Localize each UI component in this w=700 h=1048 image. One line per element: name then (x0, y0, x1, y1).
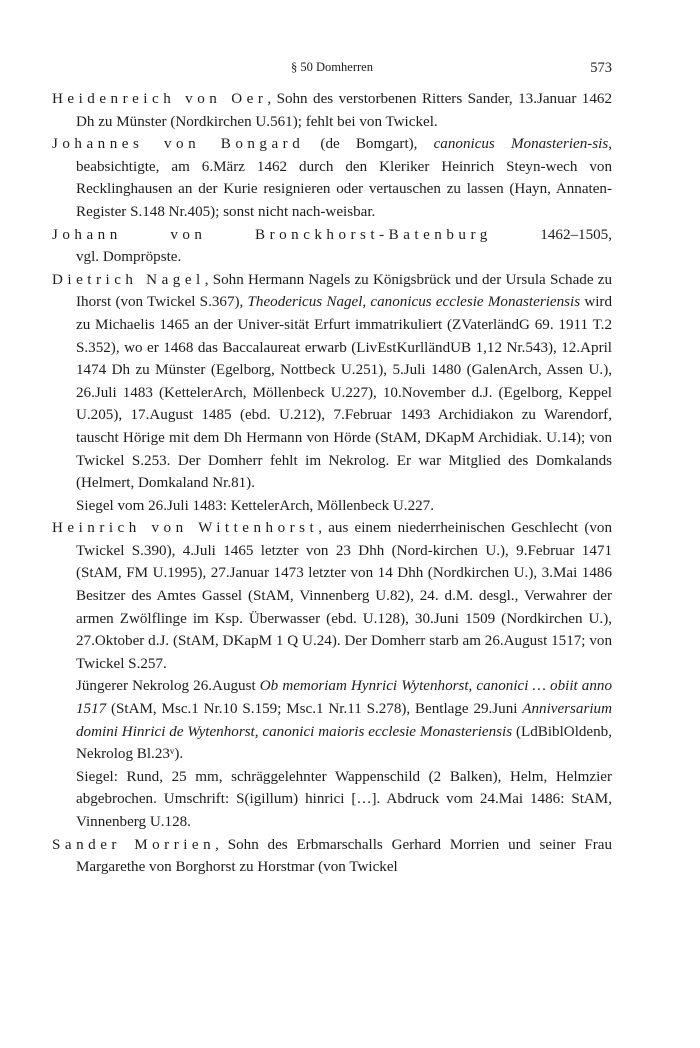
seal-note: Siegel: Rund, 25 mm, schräggelehnter Wappenschild (2 Balken), Helm, Helmzier abgebrochen. Umschrift: S(igillum) hinrici […]. Abdruck vom 24.Mai 1486: StAM, Vinnenberg U.128. (76, 768, 612, 830)
latin-quote: Anniversarium domini Hinrici de Wytenhorst, canonici maioris ecclesie Monasteriensis (76, 701, 612, 740)
latin-quote: Ob memoriam Hynrici Wytenhorst, canonici … obiit anno 1517 (76, 678, 612, 718)
seal-note: Siegel vom 26.Juli 1483: KettelerArch, Möllenbeck U.227. (76, 497, 434, 514)
entry-text: (LdBiblOldenb, Nekrolog Bl.23ᵛ). (76, 723, 612, 763)
person-name-part: Bronckhorst-Batenburg (255, 226, 492, 243)
entry-text: , Sohn Hermann Nagels zu Königsbrück und der Ursula Schade zu Ihorst (von Twickel S.367), (76, 271, 613, 311)
entry-text: Jüngerer Nekrolog 26.August (76, 678, 260, 695)
entry-text: (de Bomgart), (304, 136, 434, 153)
latin-quote: Theodericus Nagel, canonicus ecclesie Monasteriensis (247, 294, 581, 311)
entry-text: , aus einem niederrheinischen Geschlecht (von Twickel S.390), 4.Juli 1465 letzter von 23 Dhh (Nord-kirchen U.), 9.Februar 1471 (StAM, FM U.1995), 27.Januar 1473 letzter von 14 Dhh (Nordkirchen U.), 3.Mai 1486 Besitzer des Amtes Gassel (StAM, Vinnenberg U.82), 24. d.M. desgl., Verwahrer der armen Zwölflinge im Ksp. Überwasser (ebd. U.128), 30.Juni 1509 (Nordkirchen U.), 27.Oktober d.J. (StAM, DKapM 1 Q U.24). Der Domherr starb am 26.August 1517; von Twickel S.257. (76, 520, 612, 672)
entry-dates: 1462–1505, (540, 226, 612, 243)
section-title: § 50 Domherren (291, 60, 373, 74)
person-name: Heinrich von Wittenhorst (52, 520, 319, 537)
entry-johannes-von-bongard (52, 133, 612, 223)
entry-heinrich-von-wittenhorst (52, 517, 612, 675)
necrology-note (52, 675, 612, 765)
entry-sander-morrien (52, 834, 612, 879)
entry-text: , Sohn des Erbmarschalls Gerhard Morrien und seiner Frau Margarethe von Borghorst zu Horstmar (von Twickel (76, 836, 612, 876)
entry-dietrich-nagel (52, 269, 612, 495)
entry-text: wird zu Michaelis 1465 an der Univer-sität Erfurt immatrikuliert (ZVaterländG 69. 1911 T.2 S.352), wo er 1468 das Baccalaureat erwarb (LivEstKurlländUB 1,12 Nr.543), 12.April 1474 Dh zu Münster (Egelborg, Nottbeck U.251), 5.Juli 1480 (GalenArch, Assen U.), 26.Juli 1483 (KettelerArch, Möllenbeck U.227), 10.November d.J. (Egelborg, Keppel U.205), 17.August 1485 (ebd. U.212), 7.Februar 1493 Archidiakon zu Warendorf, tauscht Hörige mit dem Dh Hermann von Hörde (StAM, DKapM Archidiak. U.14); von Twickel S.253. Der Domherr fehlt im Nekrolog. Er war Mitglied des Domkalands (Helmert, Domkaland Nr.81). (76, 294, 612, 492)
entry-heidenreich-von-oer (52, 88, 612, 133)
entry-text: , Sohn des verstorbenen Ritters Sander, 13.Januar 1462 Dh zu Münster (Nordkirchen U.561); fehlt bei von Twickel. (76, 91, 612, 130)
person-name: Heidenreich von Oer (52, 91, 268, 107)
body-text (52, 88, 612, 879)
person-name: Johannes von Bongard (52, 136, 305, 153)
page-number: 573 (590, 60, 612, 76)
person-name-part: von (170, 226, 207, 243)
entry-text: (StAM, Msc.1 Nr.10 S.159; Msc.1 Nr.11 S.278), Bentlage 29.Juni (106, 701, 523, 718)
running-head (52, 60, 612, 78)
entry-johann-von-bronckhorst (52, 224, 612, 247)
entry-cross-reference: vgl. Domprӧpste. (76, 249, 182, 266)
person-name: Sander Morrien (52, 836, 216, 853)
person-name: Dietrich Nagel (52, 271, 205, 288)
person-name-part: Johann (52, 226, 122, 243)
latin-quote: canonicus Monasterien-sis, (433, 136, 612, 153)
entry-text: beabsichtigte, am 6.März 1462 durch den Kleriker Heinrich Steyn-wech von Recklinghausen an der Kurie resignieren oder vertauschen zu lassen (Hayn, Annaten-Register S.148 Nr.405); sonst nicht nach-weisbar. (76, 158, 612, 220)
